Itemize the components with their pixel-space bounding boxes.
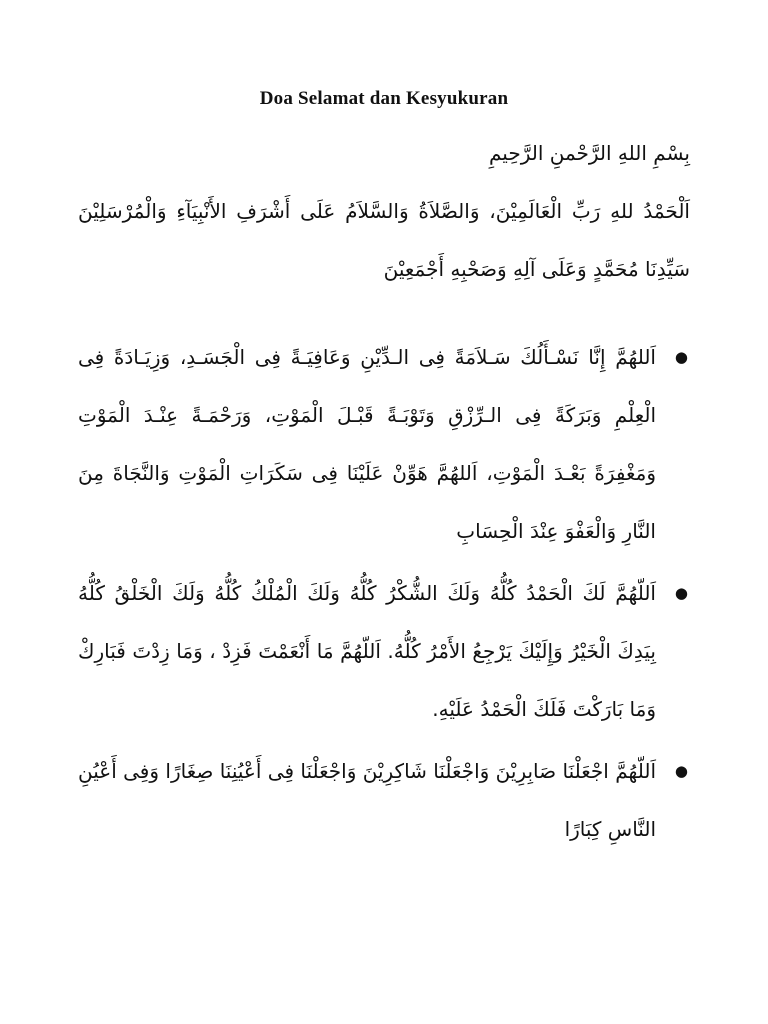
bullet-icon: ● (674, 584, 688, 602)
doa-item-1 (78, 328, 690, 560)
bullet-icon: ● (674, 762, 688, 780)
document-title: Doa Selamat dan Kesyukuran (259, 88, 509, 109)
basmalah: بِسْمِ اللهِ الرَّحْمنِ الرَّحِيمِ (488, 141, 690, 165)
doa-item-2 (78, 564, 690, 738)
doa-item-3 (78, 742, 690, 858)
opening-praise: اَلْحَمْدُ للهِ رَبِّ الْعَالَمِيْنَ، وَالصَّلاَةُ وَالسَّلاَمُ عَلَى أَشْرَفِ الأَنْبِيَآءِ وَالْمُرْسَلِيْنَ سَيِّدِنَا مُحَمَّدٍ وَعَلَى آلِهِ وَصَحْبِهِ أَجْمَعِيْنَ (78, 199, 690, 281)
doa-text: اَللّهُمَّ اجْعَلْنَا صَابِرِيْنَ وَاجْعَلْنَا شَاكِرِيْنَ وَاجْعَلْنَا فِى أَعْيُنِنَا صِغَارًا وَفِى أَعْيُنِ النَّاسِ كِبَارًا (78, 759, 656, 841)
doa-text: اَللّهُمَّ لَكَ الْحَمْدُ كُلُّهُ وَلَكَ الشُّكْرُ كُلُّهُ وَلَكَ الْمُلْكُ كُلُّهُ وَلَكَ الْخَلْقُ كُلُّهُ بِيَدِكَ الْخَيْرُ وَإِلَيْكَ يَرْجِعُ الأَمْرُ كُلُّهُ. اَللّهُمَّ مَا أَنْعَمْتَ فَزِدْ ، وَمَا زِدْتَ فَبَارِكْ وَمَا بَارَكْتَ فَلَكَ الْحَمْدُ عَلَيْهِ. (78, 581, 656, 721)
doa-list (78, 328, 690, 858)
bullet-icon: ● (674, 348, 688, 366)
doa-text: اَللهُمَّ إِنَّا نَسْـأَلُكَ سَـلاَمَةً فِى الـدِّيْنِ وَعَافِيَـةً فِى الْجَسَـدِ، وَزِيَـادَةً فِى الْعِلْمِ وَبَرَكَةً فِى الـرِّزْقِ وَتَوْبَـةً قَبْـلَ الْمَوْتِ، وَرَحْمَـةً عِنْـدَ الْمَوْتِ وَمَغْفِرَةً بَعْـدَ الْمَوْتِ، اَللهُمَّ هَوِّنْ عَلَيْنَا فِى سَكَرَاتِ الْمَوْتِ وَالنَّجَاةَ مِنَ النَّارِ وَالْعَفْوَ عِنْدَ الْحِسَابِ (78, 345, 656, 543)
